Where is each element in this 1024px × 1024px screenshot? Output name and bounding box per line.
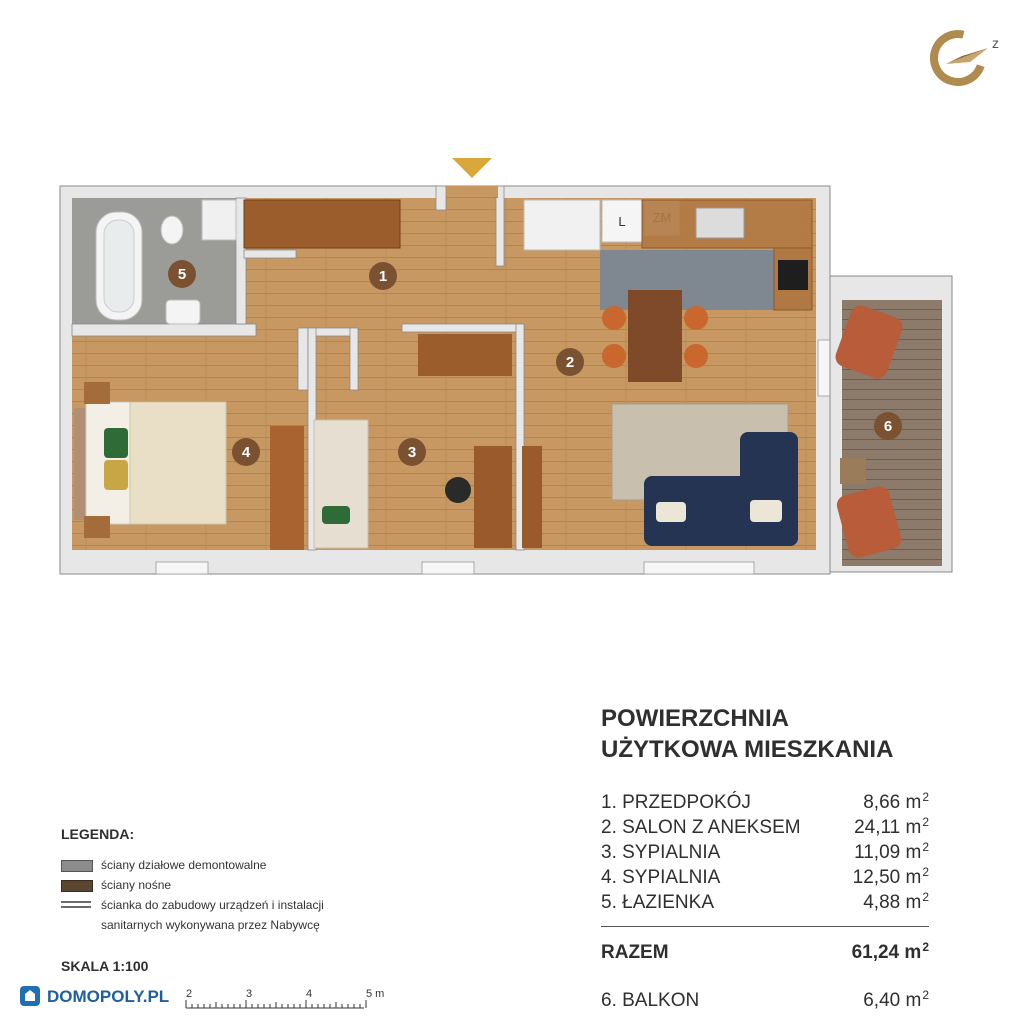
unit-sup: 2 <box>922 815 929 829</box>
room-label: 4. SYPIALNIA <box>601 867 721 888</box>
dining-chair <box>684 344 708 368</box>
room-area: 12,50 m <box>852 867 922 888</box>
pillow-green <box>104 428 128 458</box>
room-label: 3. SYPIALNIA <box>601 842 721 863</box>
dining-chair <box>684 306 708 330</box>
pillow-single <box>322 506 350 524</box>
summary-title <box>601 703 981 765</box>
nightstand-bottom <box>84 516 110 538</box>
scale-title: SKALA 1:100 <box>61 958 149 974</box>
summary-title-line2: UŻYTKOWA MIESZKANIA <box>601 736 894 763</box>
wall-door-jamb <box>436 186 446 210</box>
wardrobe-bed4 <box>270 426 304 550</box>
balcony-label: 6. BALKON <box>601 990 700 1011</box>
total-row <box>601 942 929 966</box>
floorplan <box>56 150 956 580</box>
room-row <box>601 867 929 891</box>
room-label: 2. SALON Z ANEKSEM <box>601 817 801 838</box>
pillow-mustard <box>104 460 128 490</box>
legend-text: ściany nośne <box>101 878 172 892</box>
bed-blanket <box>130 402 226 524</box>
scale-tick-label: 4 <box>306 988 313 1000</box>
divider <box>601 926 929 927</box>
room-badge-4 <box>232 438 260 466</box>
cooktop <box>778 260 808 290</box>
kitchen-cabinet <box>524 200 600 250</box>
balcony-row <box>601 990 929 1014</box>
entrance-arrow <box>452 158 492 178</box>
svg-text:5: 5 <box>177 266 187 283</box>
washing-cabinet <box>202 200 236 240</box>
room-row <box>601 817 929 841</box>
room-area: 8,66 m <box>863 792 922 813</box>
scale-ticks <box>186 1000 366 1008</box>
legend-title: LEGENDA: <box>61 826 135 842</box>
wall-bed3-top <box>402 324 524 332</box>
sofa-chaise <box>740 432 798 546</box>
scale-tick-label: 5 m <box>366 988 385 1000</box>
balcony-table <box>840 458 866 484</box>
room-badge-6 <box>874 412 902 440</box>
nightstand-top <box>84 382 110 404</box>
room-area: 4,88 m <box>863 892 922 913</box>
dining-table <box>628 290 682 382</box>
desk-chair <box>445 477 471 503</box>
legend-text: ściany działowe demontowalne <box>101 858 267 872</box>
legend-swatch-installation <box>61 901 91 903</box>
kitchen-sink <box>696 208 744 238</box>
room-area: 24,11 m <box>854 817 922 838</box>
total-area: 61,24 m <box>851 942 922 963</box>
total-label: RAZEM <box>601 942 669 963</box>
room-badge-1 <box>369 262 397 290</box>
svg-text:2: 2 <box>565 354 575 371</box>
room-row <box>601 792 929 816</box>
room-label: 5. ŁAZIENKA <box>601 892 714 913</box>
compass-icon <box>922 26 1012 90</box>
room-area: 11,09 m <box>854 842 922 863</box>
legend-swatch-loadbearing <box>61 880 93 892</box>
wall-stub <box>244 250 296 258</box>
wardrobe-bed3 <box>418 334 512 376</box>
sofa-cushion <box>656 502 686 522</box>
logo-icon <box>20 986 40 1006</box>
dining-chair <box>602 344 626 368</box>
room-badge-5 <box>168 260 196 288</box>
scale-tick-label: 3 <box>246 988 253 1000</box>
svg-text:4: 4 <box>241 444 251 461</box>
unit-sup: 2 <box>922 940 929 954</box>
svg-text:6: 6 <box>883 418 893 435</box>
scale-bar <box>184 986 394 1016</box>
svg-text:3: 3 <box>407 444 417 461</box>
logo-text: DOMOPOLY.PL <box>47 987 170 1006</box>
svg-text:1: 1 <box>378 268 388 285</box>
room-label: 1. PRZEDPOKÓJ <box>601 792 751 813</box>
bed-single <box>314 420 368 548</box>
wall-bed3-door <box>298 328 308 390</box>
compass-letter: z <box>992 35 999 51</box>
toilet <box>161 216 183 244</box>
unit-sup: 2 <box>922 890 929 904</box>
wall-bath-bottom <box>72 324 256 336</box>
legend-swatch-partition <box>61 860 93 872</box>
legend-text: sanitarnych wykonywana przez Nabywcę <box>101 918 320 932</box>
balcony-area: 6,40 m <box>863 990 922 1011</box>
legend-text: ścianka do zabudowy urządzeń i instalacji <box>101 898 324 912</box>
desk-shelf <box>522 446 542 548</box>
room-badge-2 <box>556 348 584 376</box>
room-row <box>601 842 929 866</box>
scale-tick-label: 2 <box>186 988 193 1000</box>
desk <box>474 446 512 548</box>
sink <box>166 300 200 324</box>
fridge-label: L <box>618 214 626 229</box>
unit-sup: 2 <box>922 988 929 1002</box>
unit-sup: 2 <box>922 840 929 854</box>
hall-wardrobe <box>244 200 400 248</box>
sofa-cushion <box>750 500 782 522</box>
wall-bed3-left <box>350 328 358 390</box>
room-badge-3 <box>398 438 426 466</box>
unit-sup: 2 <box>922 865 929 879</box>
dining-chair <box>602 306 626 330</box>
unit-sup: 2 <box>922 790 929 804</box>
summary-title-line1: POWIERZCHNIA <box>601 705 789 732</box>
room-row <box>601 892 929 916</box>
